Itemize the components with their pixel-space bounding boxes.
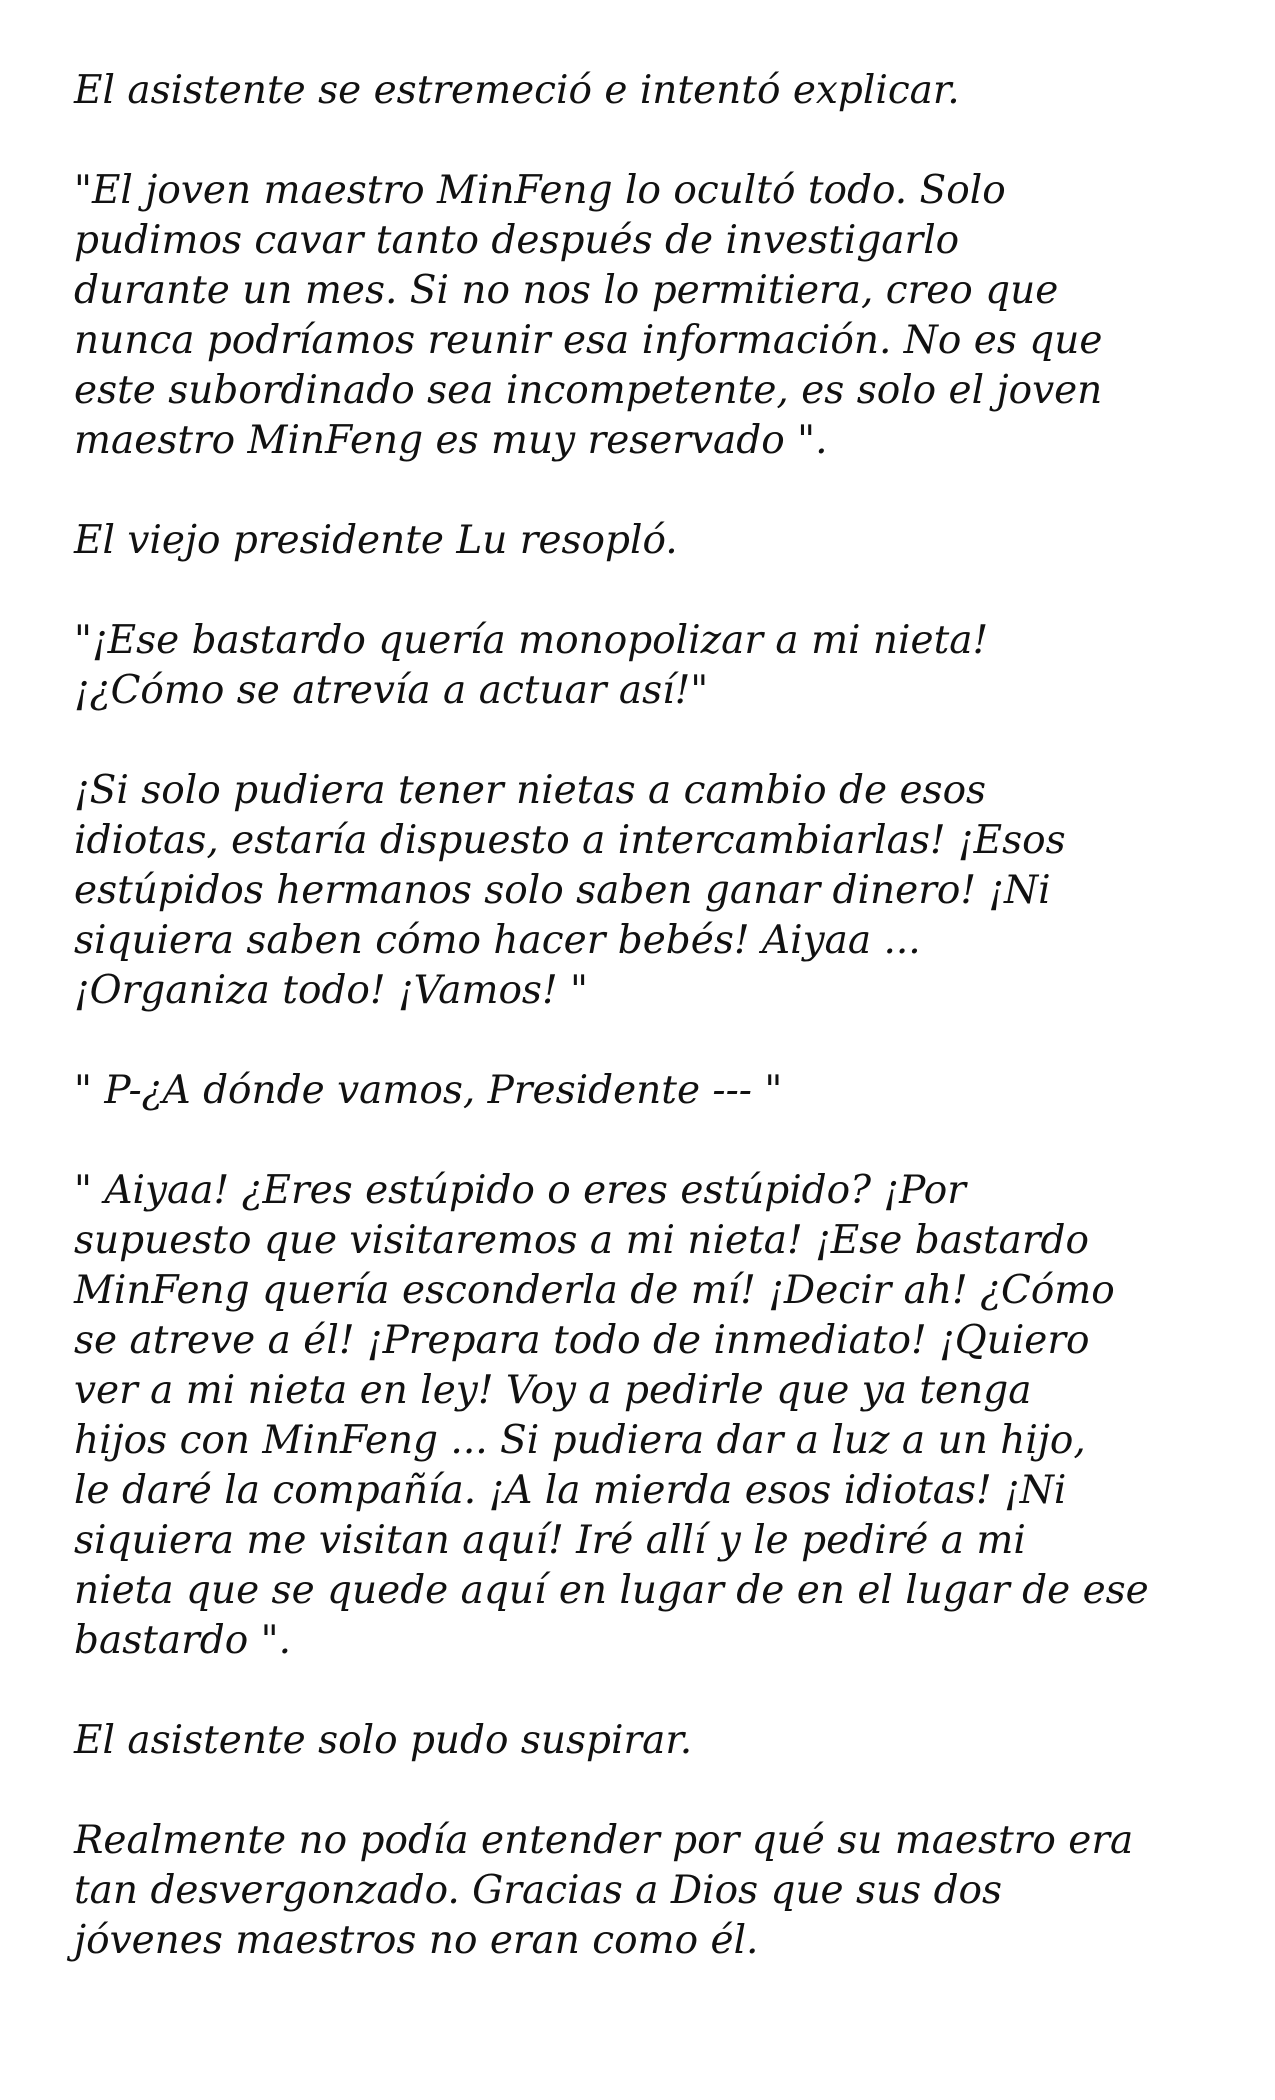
- text-line: tan desvergonzado. Gracias a Dios que sus dos: [74, 1868, 1003, 1913]
- text-line: El viejo presidente Lu resopló.: [74, 518, 678, 563]
- text-line: durante un mes. Si no nos lo permitiera, creo que: [74, 268, 1059, 313]
- text-line: siquiera saben cómo hacer bebés! Aiyaa ...: [74, 918, 921, 963]
- text-line: El asistente se estremeció e intentó explicar.: [74, 68, 960, 113]
- text-line: "¡Ese bastardo quería monopolizar a mi nieta!: [74, 618, 989, 663]
- text-line: supuesto que visitaremos a mi nieta! ¡Ese bastardo: [74, 1218, 1089, 1263]
- text-line: jóvenes maestros no eran como él.: [74, 1918, 759, 1963]
- text-line: bastardo ".: [74, 1618, 291, 1663]
- paragraph-9: [74, 1816, 1224, 1966]
- text-line: ¡Si solo pudiera tener nietas a cambio de esos: [74, 768, 987, 813]
- text-line: nunca podríamos reunir esa información. No es que: [74, 318, 1103, 363]
- document-page: [74, 66, 1224, 2016]
- paragraph-5: [74, 766, 1224, 1016]
- paragraph-6: [74, 1066, 1224, 1116]
- paragraph-7: [74, 1166, 1224, 1666]
- paragraph-3: [74, 516, 1224, 566]
- paragraph-2: [74, 166, 1224, 466]
- text-line: MinFeng quería esconderla de mí! ¡Decir ah! ¿Cómo: [74, 1268, 1115, 1313]
- text-line: El asistente solo pudo suspirar.: [74, 1718, 693, 1763]
- text-line: se atreve a él! ¡Prepara todo de inmediato! ¡Quiero: [74, 1318, 1090, 1363]
- text-line: ver a mi nieta en ley! Voy a pedirle que ya tenga: [74, 1368, 1032, 1413]
- text-line: nieta que se quede aquí en lugar de en el lugar de ese: [74, 1568, 1149, 1613]
- text-line: le daré la compañía. ¡A la mierda esos idiotas! ¡Ni: [74, 1468, 1067, 1513]
- text-line: siquiera me visitan aquí! Iré allí y le pediré a mi: [74, 1518, 1026, 1563]
- paragraph-4: [74, 616, 1224, 716]
- text-line: estúpidos hermanos solo saben ganar dinero! ¡Ni: [74, 868, 1051, 913]
- paragraph-8: [74, 1716, 1224, 1766]
- text-line: pudimos cavar tanto después de investigarlo: [74, 218, 960, 263]
- text-line: hijos con MinFeng ... Si pudiera dar a luz a un hijo,: [74, 1418, 1086, 1463]
- text-line: este subordinado sea incompetente, es solo el joven: [74, 368, 1103, 413]
- paragraph-1: [74, 66, 1224, 116]
- text-line: ¡Organiza todo! ¡Vamos! ": [74, 968, 588, 1013]
- text-line: " P-¿A dónde vamos, Presidente --- ": [74, 1068, 783, 1113]
- text-line: maestro MinFeng es muy reservado ".: [74, 418, 828, 463]
- text-line: ¡¿Cómo se atrevía a actuar así!": [74, 668, 709, 713]
- text-line: idiotas, estaría dispuesto a intercambiarlas! ¡Esos: [74, 818, 1066, 863]
- text-line: "El joven maestro MinFeng lo ocultó todo. Solo: [74, 168, 1006, 213]
- text-line: Realmente no podía entender por qué su maestro era: [74, 1818, 1134, 1863]
- text-line: " Aiyaa! ¿Eres estúpido o eres estúpido? ¡Por: [74, 1168, 966, 1213]
